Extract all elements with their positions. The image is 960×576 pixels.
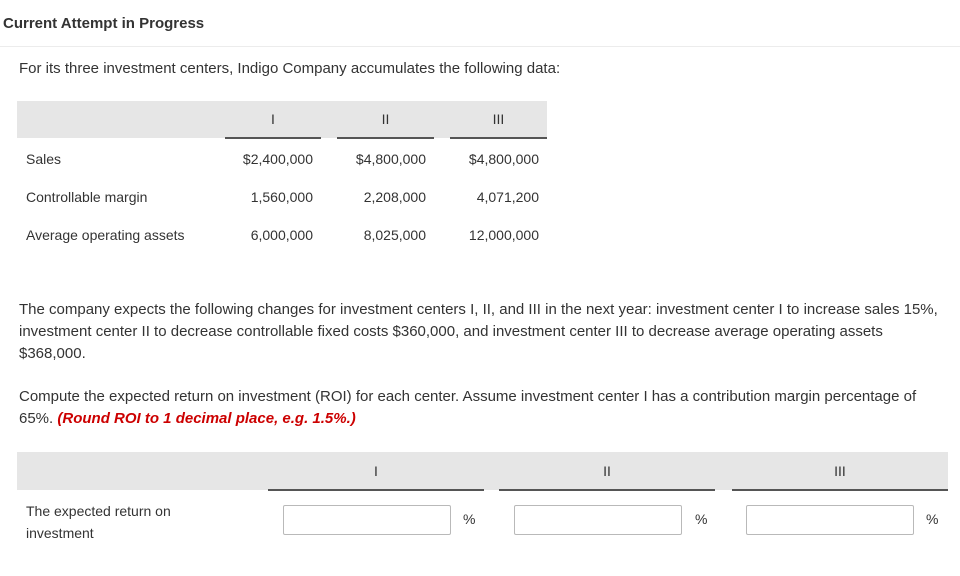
roi-row-label: The expected return on investment: [26, 503, 171, 541]
task-text: Compute the expected return on investment (ROI) for each center. Assume investment center I has a contribution margin percentage of 65%.: [19, 388, 917, 427]
cell-value: $4,800,000: [468, 151, 539, 167]
table-row: [17, 149, 547, 169]
percent-unit: %: [463, 511, 476, 527]
answer-col-header-2: II: [499, 452, 715, 490]
table-row: [17, 225, 547, 245]
cell-value: 12,000,000: [468, 227, 539, 243]
cell-value: 4,071,200: [476, 189, 539, 205]
row-label: Controllable margin: [26, 189, 148, 205]
cell-value: $4,800,000: [355, 151, 426, 167]
rounding-instruction: (Round ROI to 1 decimal place, e.g. 1.5%.): [57, 410, 356, 427]
percent-unit: %: [695, 511, 708, 527]
page-title: Current Attempt in Progress: [3, 15, 205, 32]
problem-paragraph: The company expects the following changes for investment centers I, II, and III in the next year: investment center I to increase sales 15%, investment center II to decrease controllable fixed costs $360,000, and investment center III to decrease average operating assets $368,000.: [19, 301, 938, 362]
cell-value: 6,000,000: [250, 227, 313, 243]
answer-col-header-3: III: [732, 452, 948, 490]
data-col-header-3: III: [450, 101, 547, 138]
cell-value: 1,560,000: [250, 189, 313, 205]
header-divider: [0, 46, 960, 47]
cell-value: 2,208,000: [363, 189, 426, 205]
intro-text: For its three investment centers, Indigo Company accumulates the following data:: [19, 60, 561, 77]
data-col-header-2: II: [337, 101, 434, 138]
data-table-header: [17, 101, 547, 138]
row-label: Average operating assets: [26, 227, 185, 243]
answer-col-header-1: I: [268, 452, 484, 490]
table-row: [17, 187, 547, 207]
roi-input-center-1[interactable]: [283, 505, 451, 535]
roi-input-center-3[interactable]: [746, 505, 914, 535]
roi-input-center-2[interactable]: [514, 505, 682, 535]
row-label: Sales: [26, 151, 62, 167]
data-col-header-1: I: [225, 101, 321, 138]
answer-table-header: [17, 452, 948, 490]
cell-value: $2,400,000: [242, 151, 313, 167]
task-paragraph: [19, 386, 944, 430]
percent-unit: %: [926, 511, 939, 527]
cell-value: 8,025,000: [363, 227, 426, 243]
